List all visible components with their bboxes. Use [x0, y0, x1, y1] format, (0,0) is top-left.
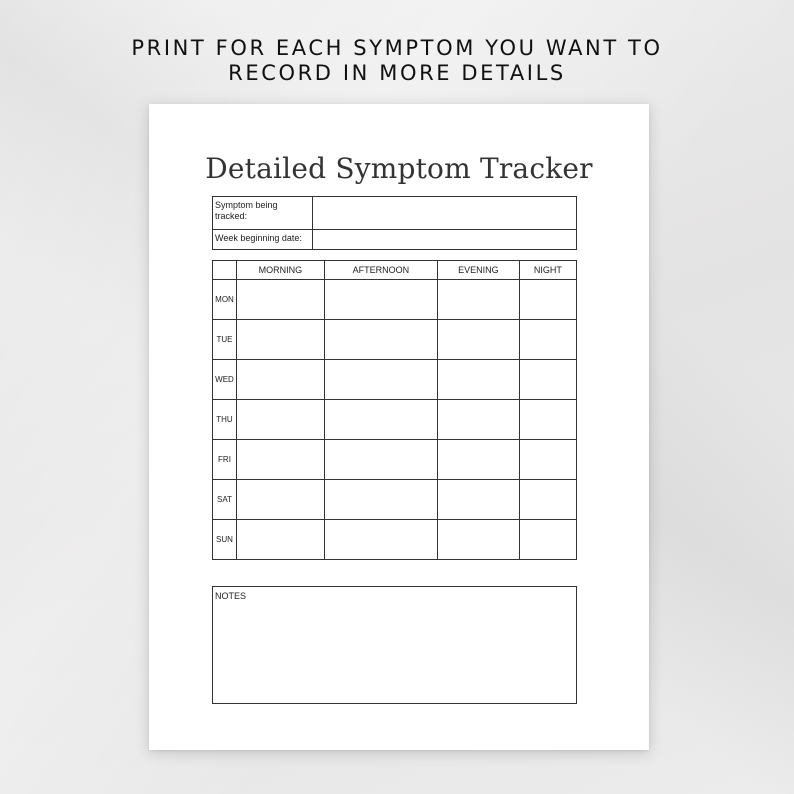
week-field[interactable]	[313, 230, 577, 250]
document-title: Detailed Symptom Tracker	[205, 152, 593, 185]
entry-cell[interactable]	[324, 440, 437, 480]
entry-cell[interactable]	[237, 320, 325, 360]
day-label-wed: WED	[213, 360, 237, 400]
headline-line-2: RECORD IN MORE DETAILS	[228, 61, 566, 85]
entry-cell[interactable]	[519, 400, 576, 440]
entry-cell[interactable]	[519, 360, 576, 400]
entry-cell[interactable]	[237, 400, 325, 440]
week-label: Week beginning date:	[213, 230, 313, 250]
promo-headline	[0, 36, 794, 86]
day-label-thu: THU	[213, 400, 237, 440]
printable-sheet	[149, 104, 649, 750]
entry-cell[interactable]	[438, 320, 520, 360]
table-row	[213, 400, 577, 440]
entry-cell[interactable]	[324, 280, 437, 320]
entry-cell[interactable]	[324, 320, 437, 360]
day-label-fri: FRI	[213, 440, 237, 480]
day-label-sun: SUN	[213, 520, 237, 560]
table-row	[213, 320, 577, 360]
entry-cell[interactable]	[519, 520, 576, 560]
table-row	[213, 480, 577, 520]
column-header-evening: EVENING	[438, 261, 520, 280]
entry-cell[interactable]	[519, 280, 576, 320]
entry-cell[interactable]	[438, 400, 520, 440]
entry-cell[interactable]	[519, 480, 576, 520]
grid-corner	[213, 261, 237, 280]
symptom-label: Symptom being tracked:	[213, 197, 313, 230]
notes-label: NOTES	[215, 591, 247, 601]
table-row	[213, 360, 577, 400]
entry-cell[interactable]	[519, 320, 576, 360]
entry-cell[interactable]	[324, 400, 437, 440]
symptom-field[interactable]	[313, 197, 577, 230]
entry-cell[interactable]	[519, 440, 576, 480]
entry-cell[interactable]	[237, 280, 325, 320]
notes-box[interactable]	[212, 586, 577, 704]
day-label-tue: TUE	[213, 320, 237, 360]
table-row	[213, 280, 577, 320]
column-header-morning: MORNING	[237, 261, 325, 280]
entry-cell[interactable]	[324, 480, 437, 520]
entry-cell[interactable]	[324, 520, 437, 560]
headline-line-1: PRINT FOR EACH SYMPTOM YOU WANT TO	[131, 36, 663, 60]
entry-cell[interactable]	[237, 480, 325, 520]
grid-header-row	[213, 261, 577, 280]
column-header-night: NIGHT	[519, 261, 576, 280]
entry-cell[interactable]	[438, 360, 520, 400]
entry-cell[interactable]	[237, 360, 325, 400]
info-table	[212, 196, 577, 250]
column-header-afternoon: AFTERNOON	[324, 261, 437, 280]
entry-cell[interactable]	[438, 520, 520, 560]
table-row	[213, 520, 577, 560]
entry-cell[interactable]	[438, 280, 520, 320]
day-label-sat: SAT	[213, 480, 237, 520]
entry-cell[interactable]	[324, 360, 437, 400]
tracker-grid	[212, 260, 577, 560]
entry-cell[interactable]	[438, 440, 520, 480]
entry-cell[interactable]	[438, 480, 520, 520]
day-label-mon: MON	[213, 280, 237, 320]
entry-cell[interactable]	[237, 440, 325, 480]
entry-cell[interactable]	[237, 520, 325, 560]
table-row	[213, 440, 577, 480]
